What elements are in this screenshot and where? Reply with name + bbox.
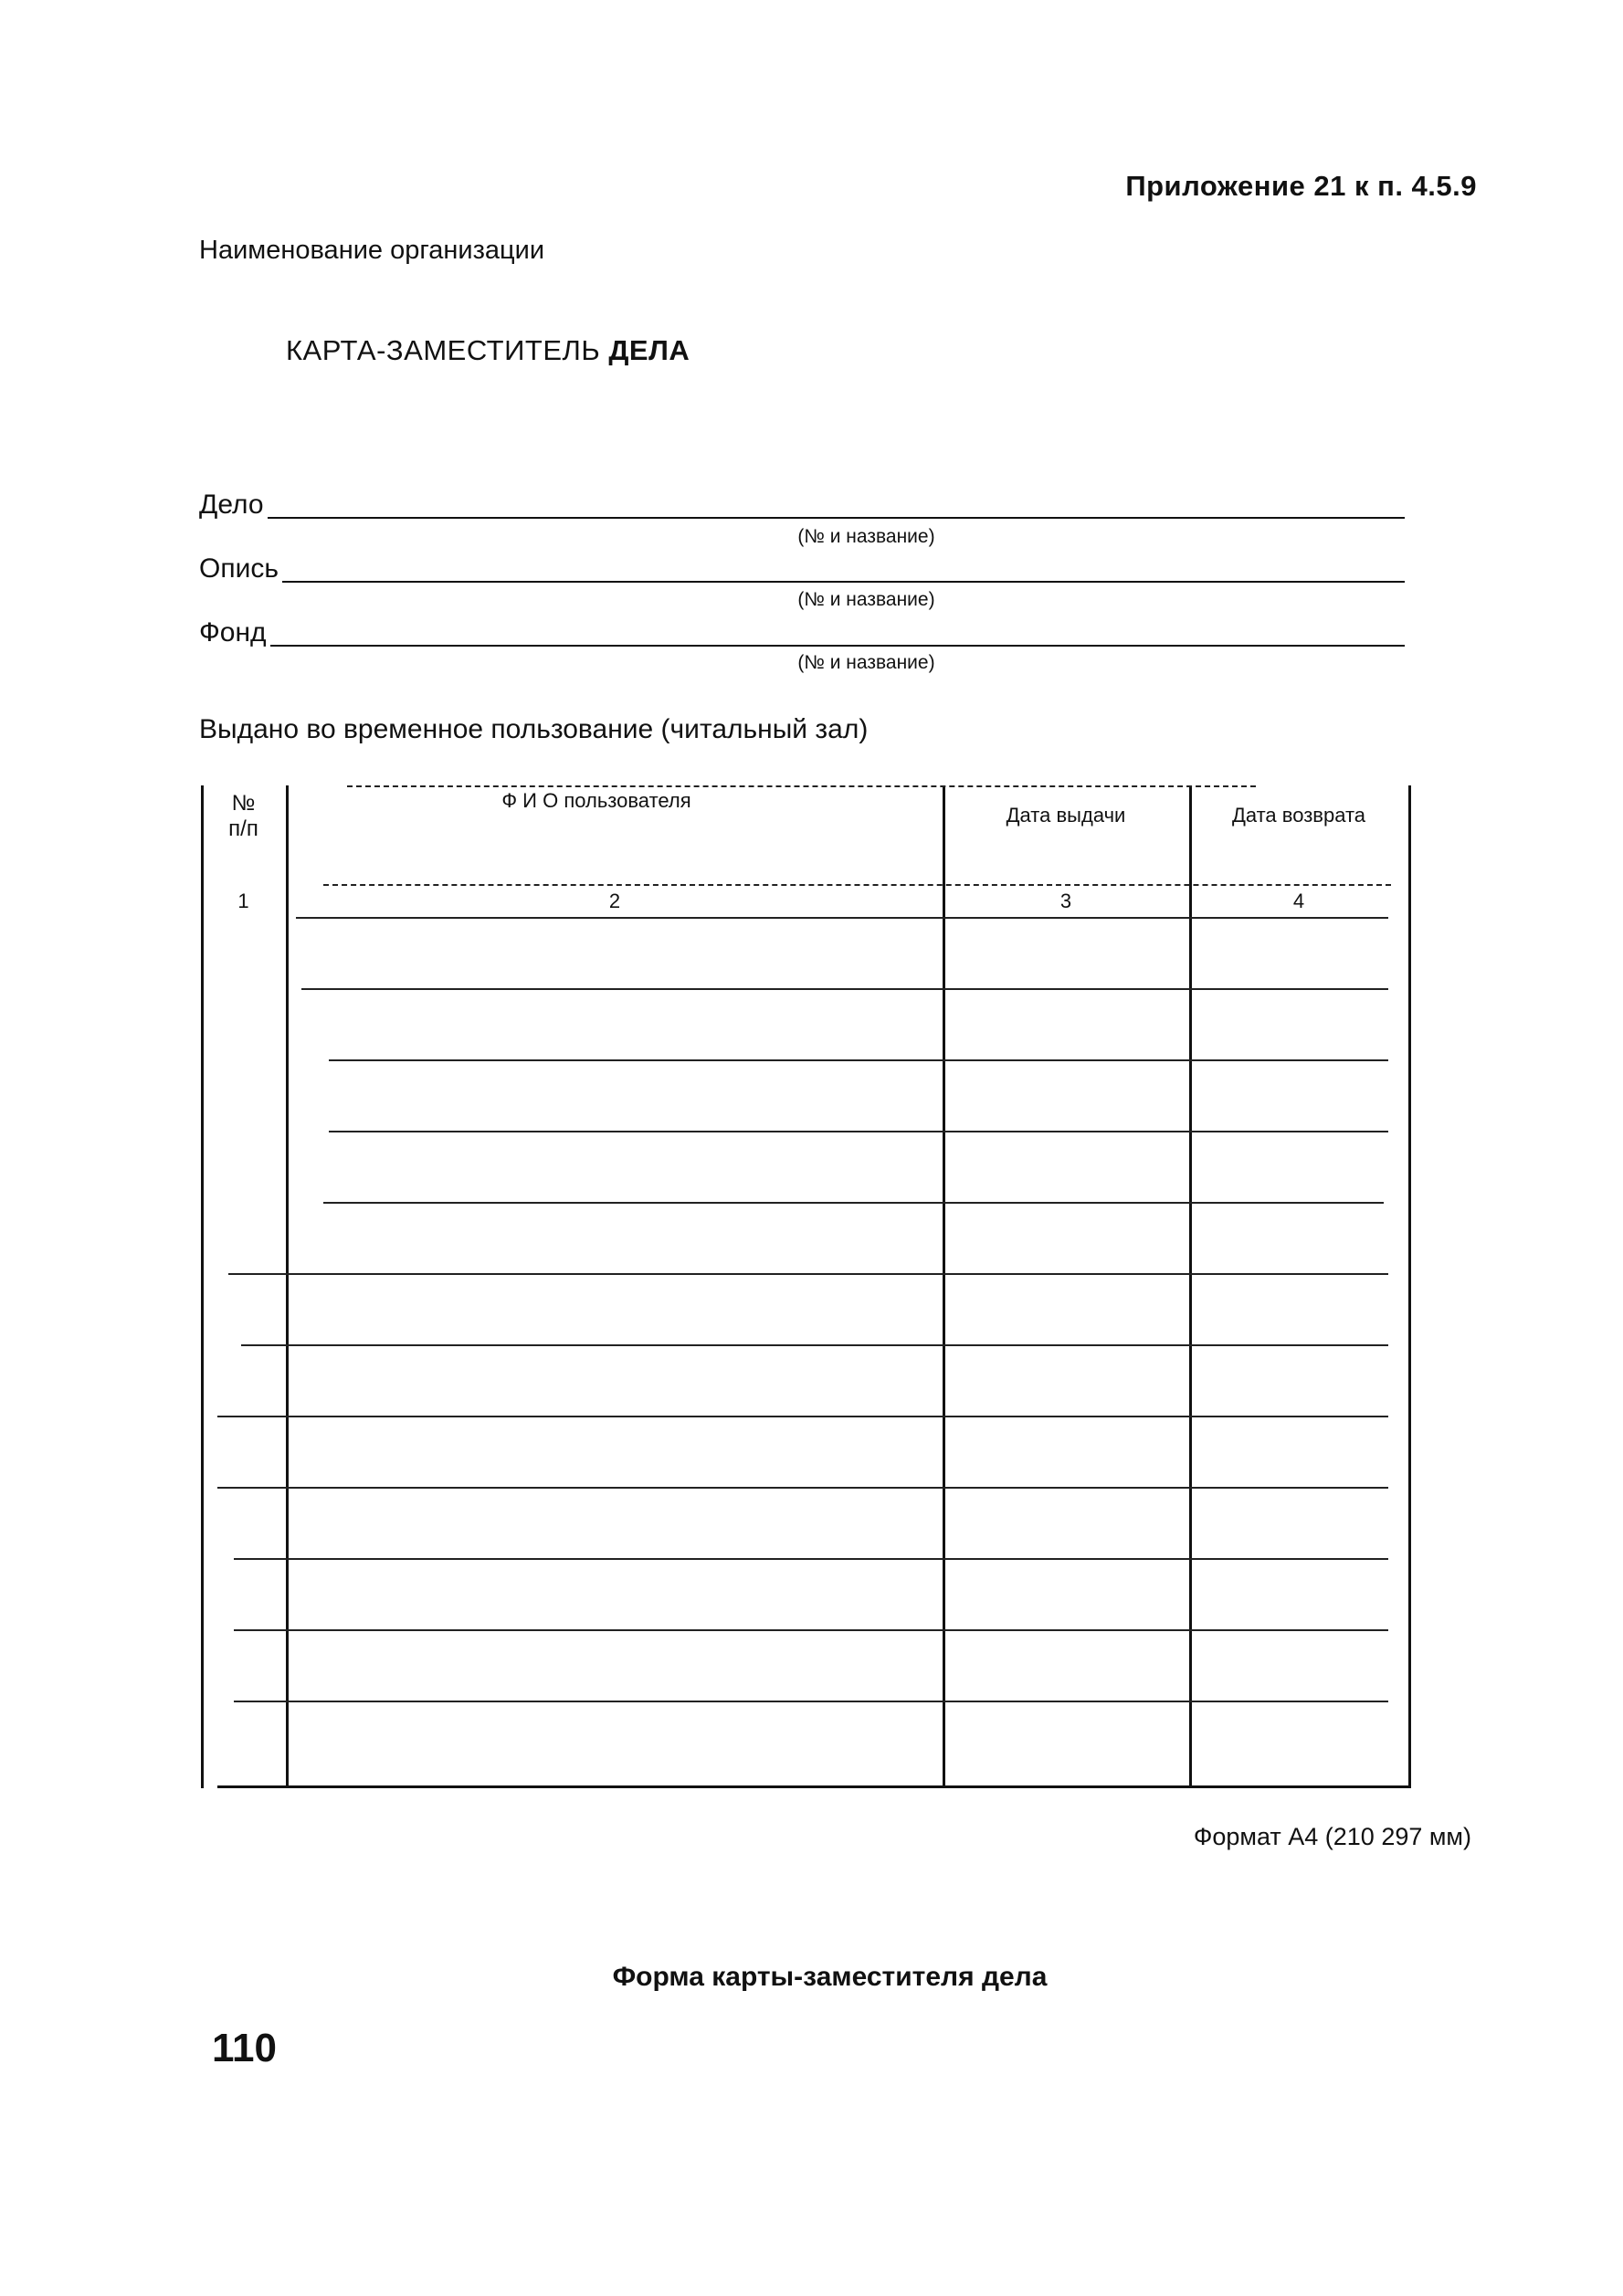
field-hint-fond: (№ и название) xyxy=(797,652,935,673)
row-line xyxy=(234,1629,1388,1631)
card-title-emph: ДЕЛА xyxy=(608,334,690,366)
table-bottom-border xyxy=(217,1785,1411,1788)
field-label-delo: Дело xyxy=(199,490,268,521)
header-user-name: Ф И О пользователя xyxy=(501,789,691,812)
row-line xyxy=(217,1416,1388,1417)
field-underline xyxy=(199,517,1405,519)
row-line xyxy=(234,1701,1388,1702)
header-divider xyxy=(323,884,1391,886)
field-underline xyxy=(199,581,1405,583)
table-border-left xyxy=(201,785,204,1788)
figure-caption: Форма карты-заместителя дела xyxy=(612,1962,1048,1992)
column-number-divider xyxy=(296,917,1388,919)
table-divider-3 xyxy=(1189,785,1192,1788)
field-delo xyxy=(199,484,1405,521)
issued-statement: Выдано во временное пользование (читальный зал) xyxy=(199,714,869,744)
row-line xyxy=(323,1202,1384,1204)
column-number-2: 2 xyxy=(608,890,621,912)
table-border-right xyxy=(1408,785,1411,1788)
field-hint-opis: (№ и название) xyxy=(797,589,935,610)
row-line xyxy=(241,1344,1388,1346)
page-number: 110 xyxy=(212,2026,277,2070)
table-divider-1 xyxy=(286,785,289,1788)
appendix-reference: Приложение 21 к п. 4.5.9 xyxy=(1125,170,1477,202)
row-line xyxy=(228,1273,1388,1275)
field-hint-delo: (№ и название) xyxy=(797,526,935,547)
organization-label: Наименование организации xyxy=(199,236,545,265)
card-title xyxy=(286,334,690,367)
table-divider-2 xyxy=(943,785,945,1788)
header-issue-date: Дата выдачи xyxy=(1006,804,1126,827)
field-fond xyxy=(199,612,1405,648)
column-number-4: 4 xyxy=(1292,890,1305,912)
loan-table xyxy=(201,785,1411,1788)
header-number: № п/п xyxy=(228,791,258,841)
row-line xyxy=(234,1558,1388,1560)
row-line xyxy=(301,988,1388,990)
column-number-1: 1 xyxy=(237,890,249,912)
field-label-fond: Фонд xyxy=(199,617,270,648)
table-top-border xyxy=(347,785,1256,787)
row-line xyxy=(329,1131,1388,1132)
field-underline xyxy=(199,645,1405,647)
field-opis xyxy=(199,548,1405,585)
column-number-3: 3 xyxy=(1059,890,1072,912)
field-label-opis: Опись xyxy=(199,553,282,585)
header-return-date: Дата возврата xyxy=(1231,804,1366,827)
format-note: Формат А4 (210 297 мм) xyxy=(1193,1823,1471,1850)
row-line xyxy=(329,1059,1388,1061)
card-title-main: КАРТА-ЗАМЕСТИТЕЛЬ xyxy=(286,334,601,366)
row-line xyxy=(217,1487,1388,1489)
